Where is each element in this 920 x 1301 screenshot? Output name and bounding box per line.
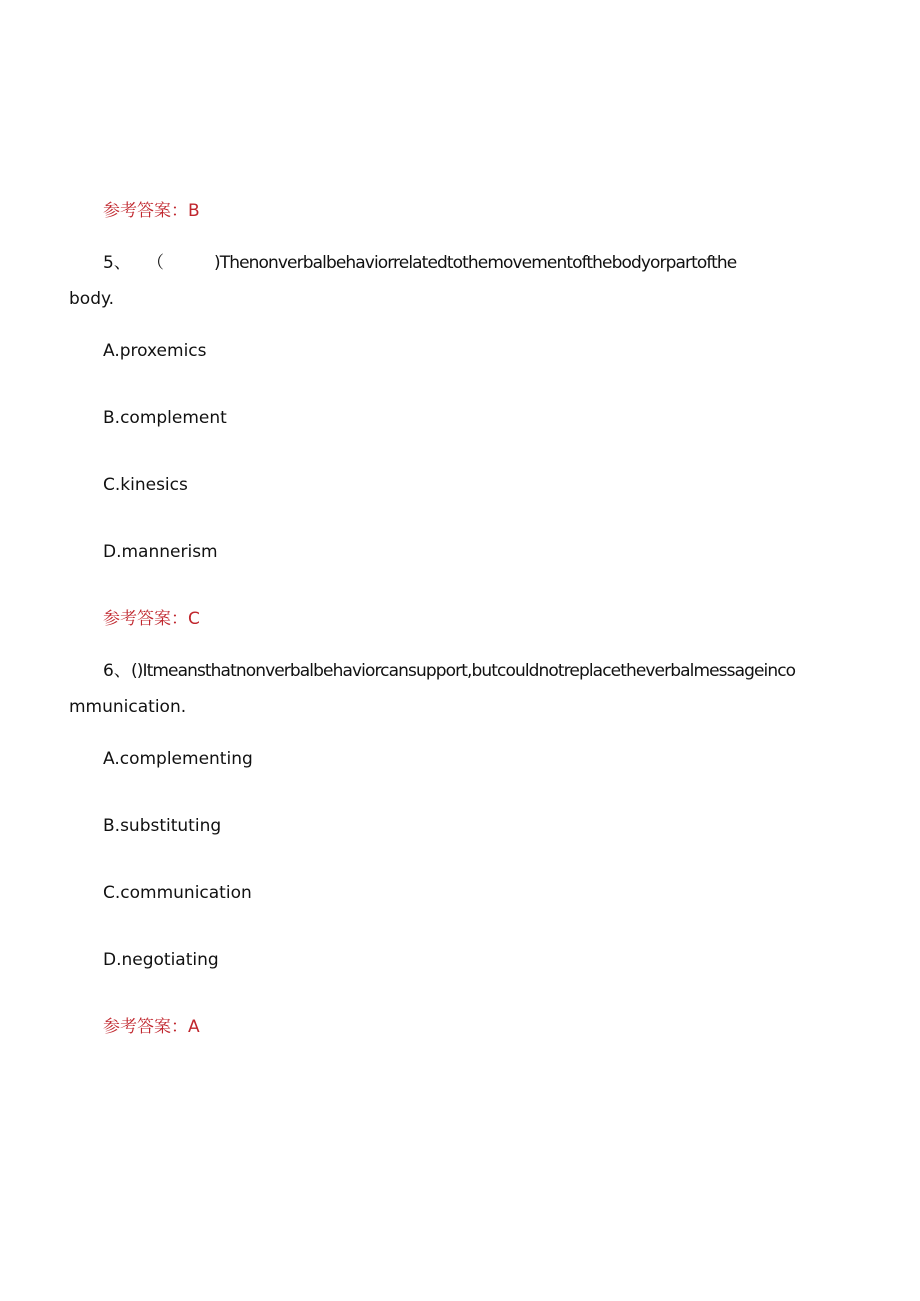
- question-5-option-c: C.kinesics: [103, 475, 188, 495]
- question-6-stem-line2: mmunication.: [69, 697, 187, 717]
- question-6-option-d: D.negotiating: [103, 950, 219, 970]
- question-5-option-b: B.complement: [103, 408, 227, 428]
- question-5-text: )Thenonverbalbehaviorrelatedtothemovementofthebodyorpartofthe: [214, 253, 737, 273]
- question-6-text: ()Itmeansthatnonverbalbehaviorcansupport,butcouldnotreplacetheverbalmessageinco: [131, 661, 796, 681]
- question-6-option-a: A.complementing: [103, 749, 253, 769]
- question-6-answer: 参考答案：A: [103, 1017, 200, 1037]
- question-6-number: 6、: [103, 661, 131, 681]
- question-5-stem-line1: [103, 252, 736, 274]
- question-5-option-d: D.mannerism: [103, 542, 218, 562]
- question-6-option-c: C.communication: [103, 883, 252, 903]
- question-6-option-b: B.substituting: [103, 816, 222, 836]
- question-5-stem-line2: body.: [69, 289, 115, 309]
- question-5-open-paren: （: [147, 253, 164, 273]
- question-5-option-a: A.proxemics: [103, 341, 207, 361]
- question-6-stem-line1: [103, 660, 795, 682]
- question-5-number: 5、: [103, 253, 131, 273]
- answer-key-b: 参考答案：B: [103, 201, 200, 221]
- question-5-answer: 参考答案：C: [103, 609, 200, 629]
